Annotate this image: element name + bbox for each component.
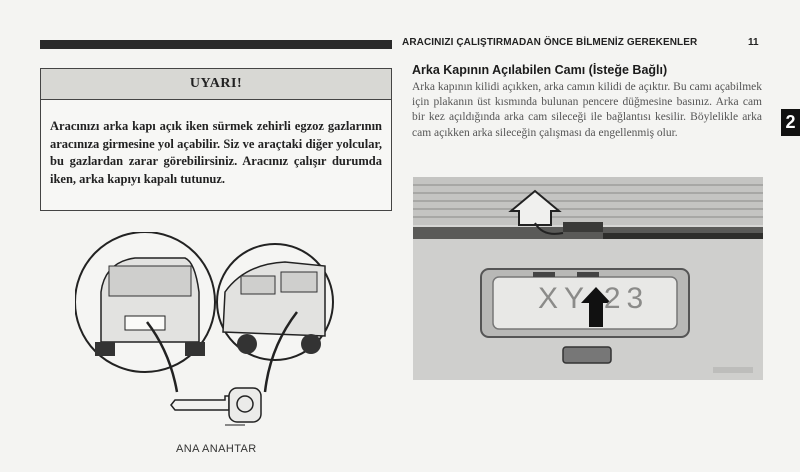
chapter-tab: 2 [781,109,800,136]
running-title: ARACINIZI ÇALIŞTIRMADAN ÖNCE BİLMENİZ GEREKENLER [402,37,698,48]
tailgate-photo [413,177,763,380]
header-rule [40,40,392,49]
key-caption: ANA ANAHTAR [176,443,257,455]
plate-text: XY 23 [538,282,650,315]
car-key-illustration [75,232,335,437]
warning-title: UYARI! [41,69,391,100]
section-body: Arka kapının kilidi açıkken, arka camın kilidi de açıktır. Bu camı açabilmek için plakanın üst kısmında bulunan pencere düğmesine basınız. Arka cam bir kez açıldığında arka cam sileceği ile bağlantısı kesilir. Böylelikle arka cam açıkken arka sileceğin çalışması da engellenmiş olur. [412,81,762,139]
page-number: 11 [748,37,759,48]
warning-text: Aracınızı arka kapı açık iken sürmek zehirli egzoz gazlarının aracınıza girmesine yol açabilir. Siz ve araçtaki diğer yolcular, bu gazlardan zarar görebilirsiniz. Aracınız çalışır durumda iken, arka kapıyı kapalı tutunuz. [50,119,382,186]
section-title: Arka Kapının Açılabilen Camı (İsteğe Bağlı) [412,63,668,77]
warning-box [40,68,392,211]
